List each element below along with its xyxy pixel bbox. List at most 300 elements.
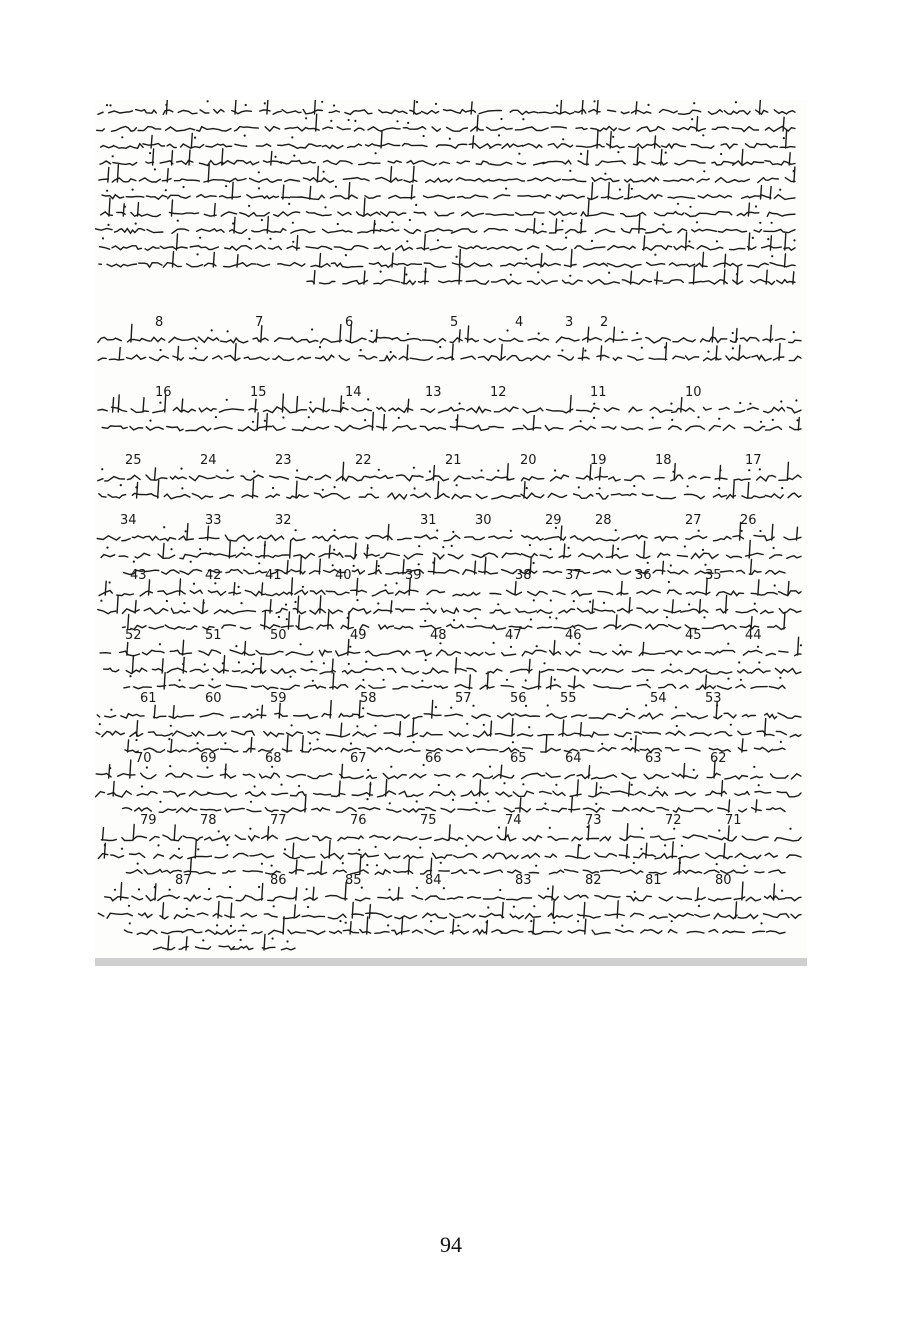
handwriting-stroke xyxy=(595,853,617,857)
handwriting-stroke xyxy=(393,651,410,655)
handwriting-dot xyxy=(245,104,247,106)
handwriting-stroke xyxy=(784,612,785,629)
handwriting-stroke xyxy=(582,100,583,114)
handwriting-stroke xyxy=(626,844,627,858)
handwriting-stroke xyxy=(200,110,209,113)
handwriting-stroke xyxy=(357,212,381,216)
handwriting-stroke xyxy=(613,327,614,342)
handwriting-stroke xyxy=(177,161,193,165)
handwriting-stroke xyxy=(235,343,236,360)
handwriting-stroke xyxy=(105,716,116,718)
handwriting-stroke xyxy=(140,591,152,596)
handwriting-dot xyxy=(662,224,664,226)
handwriting-dot xyxy=(358,849,360,851)
handwriting-stroke xyxy=(425,896,444,900)
handwriting-stroke xyxy=(476,161,489,164)
handwriting-stroke xyxy=(687,713,707,719)
handwriting-stroke xyxy=(726,356,750,360)
entry-number: 13 xyxy=(425,385,442,400)
handwriting-stroke xyxy=(770,555,782,559)
handwriting-stroke xyxy=(486,652,495,655)
handwriting-stroke xyxy=(396,246,413,251)
handwriting-dot xyxy=(687,485,689,487)
handwriting-stroke xyxy=(480,913,504,917)
handwriting-stroke xyxy=(634,853,656,858)
handwriting-dot xyxy=(698,530,700,532)
handwriting-stroke xyxy=(751,559,752,574)
handwriting-stroke xyxy=(631,110,650,113)
handwriting-stroke xyxy=(505,827,506,840)
handwriting-dot xyxy=(282,416,284,418)
handwriting-stroke xyxy=(385,854,400,859)
handwriting-stroke xyxy=(748,203,749,216)
handwriting-stroke xyxy=(581,212,614,216)
handwriting-stroke xyxy=(559,555,571,557)
handwriting-stroke xyxy=(169,685,185,688)
handwriting-stroke xyxy=(380,356,396,361)
handwriting-stroke xyxy=(413,718,414,736)
handwriting-stroke xyxy=(205,836,230,841)
handwriting-stroke xyxy=(287,774,306,777)
handwriting-stroke xyxy=(225,356,240,361)
handwriting-stroke xyxy=(369,263,397,268)
handwriting-dot xyxy=(309,742,311,744)
handwriting-stroke xyxy=(534,219,535,233)
handwriting-stroke xyxy=(578,914,601,918)
handwriting-stroke xyxy=(155,468,156,480)
handwriting-stroke xyxy=(627,896,652,901)
handwriting-dot xyxy=(353,565,355,567)
handwriting-stroke xyxy=(267,592,293,596)
entry-number: 60 xyxy=(205,691,222,706)
handwriting-stroke xyxy=(282,110,301,113)
handwriting-dot xyxy=(779,677,781,679)
handwriting-stroke xyxy=(313,535,339,541)
handwriting-stroke xyxy=(377,407,385,411)
handwriting-stroke xyxy=(779,609,801,614)
handwriting-stroke xyxy=(570,395,571,412)
handwriting-stroke xyxy=(291,538,305,540)
handwriting-stroke xyxy=(714,914,737,919)
handwriting-stroke xyxy=(537,610,552,614)
handwriting-stroke xyxy=(232,671,240,672)
handwriting-stroke xyxy=(637,147,638,165)
handwriting-stroke xyxy=(635,792,646,795)
handwriting-dot xyxy=(323,171,325,173)
handwriting-stroke xyxy=(664,178,694,181)
handwriting-stroke xyxy=(130,760,131,778)
handwriting-stroke xyxy=(404,229,420,233)
handwriting-stroke xyxy=(552,808,567,811)
handwriting-stroke xyxy=(410,357,432,361)
handwriting-stroke xyxy=(492,930,503,933)
handwriting-stroke xyxy=(467,407,491,413)
handwriting-stroke xyxy=(122,836,146,840)
handwriting-stroke xyxy=(450,914,461,918)
handwriting-stroke xyxy=(785,254,786,267)
handwriting-stroke xyxy=(767,808,785,812)
handwriting-stroke xyxy=(507,464,508,480)
handwriting-stroke xyxy=(546,736,547,753)
handwriting-stroke xyxy=(366,651,393,656)
handwriting-stroke xyxy=(673,127,705,131)
handwriting-dot xyxy=(337,223,339,225)
handwriting-stroke xyxy=(787,407,801,413)
handwriting-stroke xyxy=(380,229,398,231)
handwriting-stroke xyxy=(320,596,321,613)
handwriting-stroke xyxy=(160,246,187,249)
entry-number: 39 xyxy=(405,568,422,583)
handwriting-dot xyxy=(413,741,415,743)
handwriting-stroke xyxy=(321,854,343,860)
handwriting-stroke xyxy=(487,247,522,251)
handwriting-stroke xyxy=(588,280,619,284)
handwriting-stroke xyxy=(622,748,639,751)
handwriting-stroke xyxy=(214,427,232,429)
handwriting-stroke xyxy=(198,337,218,342)
handwriting-stroke xyxy=(379,110,407,114)
handwriting-stroke xyxy=(563,720,564,736)
handwriting-stroke xyxy=(257,264,269,266)
handwriting-stroke xyxy=(101,212,113,215)
handwriting-stroke xyxy=(583,338,602,340)
handwriting-dot xyxy=(430,920,432,922)
handwriting-stroke xyxy=(342,670,360,674)
entry-number: 21 xyxy=(445,453,462,468)
handwriting-dot xyxy=(647,562,649,564)
handwriting-stroke xyxy=(241,627,251,629)
handwriting-stroke xyxy=(177,808,197,813)
handwriting-stroke xyxy=(292,427,305,431)
handwriting-stroke xyxy=(271,151,272,165)
handwriting-stroke xyxy=(658,553,670,557)
handwriting-stroke xyxy=(439,281,462,283)
handwriting-dot xyxy=(538,332,540,334)
handwriting-stroke xyxy=(376,178,402,183)
handwriting-stroke xyxy=(531,263,560,266)
handwriting-stroke xyxy=(393,426,416,432)
handwriting-stroke xyxy=(746,897,761,901)
entry-number: 11 xyxy=(590,385,607,400)
handwriting-dot xyxy=(631,784,633,786)
handwriting-stroke xyxy=(261,657,262,673)
handwriting-stroke xyxy=(787,462,788,480)
handwriting-stroke xyxy=(321,861,322,874)
handwriting-stroke xyxy=(524,482,525,498)
handwriting-dot xyxy=(243,547,245,549)
handwriting-stroke xyxy=(673,808,693,812)
handwriting-dot xyxy=(348,119,350,121)
handwriting-stroke xyxy=(214,668,229,673)
handwriting-stroke xyxy=(797,527,798,540)
handwriting-stroke xyxy=(411,493,430,497)
handwriting-stroke xyxy=(208,165,209,183)
handwriting-stroke xyxy=(297,236,298,250)
handwriting-stroke xyxy=(187,524,188,540)
handwriting-stroke xyxy=(484,870,502,874)
handwriting-stroke xyxy=(220,774,235,778)
handwriting-stroke xyxy=(343,178,369,181)
handwriting-stroke xyxy=(266,494,280,498)
handwriting-stroke xyxy=(264,914,277,917)
handwriting-stroke xyxy=(158,554,175,558)
handwriting-stroke xyxy=(264,542,265,559)
handwriting-stroke xyxy=(175,179,200,181)
handwriting-stroke xyxy=(717,686,731,690)
handwriting-stroke xyxy=(131,324,132,342)
handwriting-stroke xyxy=(258,535,284,540)
handwriting-dot xyxy=(330,120,332,122)
entry-number: 4 xyxy=(515,315,524,330)
handwriting-stroke xyxy=(563,280,583,284)
handwriting-stroke xyxy=(646,229,672,233)
handwriting-stroke xyxy=(528,592,548,596)
handwriting-stroke xyxy=(403,127,425,130)
handwriting-stroke xyxy=(742,882,743,900)
handwriting-stroke xyxy=(391,167,392,182)
handwriting-dot xyxy=(793,239,795,241)
handwriting-stroke xyxy=(330,701,331,718)
handwriting-stroke xyxy=(600,467,601,480)
handwriting-stroke xyxy=(625,476,645,481)
handwriting-dot xyxy=(252,663,254,665)
entry-number: 62 xyxy=(710,751,727,766)
handwriting-stroke xyxy=(137,792,157,796)
handwriting-stroke xyxy=(669,625,681,629)
handwriting-stroke xyxy=(294,905,295,918)
handwriting-stroke xyxy=(432,700,433,718)
handwriting-dot xyxy=(449,138,451,140)
handwriting-stroke xyxy=(235,144,247,146)
handwriting-stroke xyxy=(595,896,620,899)
handwriting-dot xyxy=(334,486,336,488)
handwriting-stroke xyxy=(661,149,662,165)
handwriting-stroke xyxy=(459,330,460,342)
handwriting-stroke xyxy=(312,808,330,811)
handwriting-dot xyxy=(238,586,240,588)
handwriting-stroke xyxy=(459,249,460,267)
handwriting-stroke xyxy=(404,180,417,182)
handwriting-dot xyxy=(254,785,256,787)
handwriting-dot xyxy=(416,101,418,103)
handwriting-stroke xyxy=(712,162,735,166)
handwriting-dot xyxy=(544,803,546,805)
handwriting-stroke xyxy=(589,110,600,112)
handwriting-stroke xyxy=(162,570,179,574)
handwriting-stroke xyxy=(499,338,523,341)
handwriting-stroke xyxy=(278,263,305,267)
handwriting-stroke xyxy=(701,337,727,342)
handwriting-stroke xyxy=(323,161,352,165)
handwriting-stroke xyxy=(768,626,785,630)
handwriting-stroke xyxy=(698,195,731,198)
handwriting-stroke xyxy=(650,407,672,412)
handwriting-stroke xyxy=(765,896,785,900)
handwriting-stroke xyxy=(611,686,631,689)
handwriting-stroke xyxy=(291,230,315,233)
handwriting-stroke xyxy=(214,610,227,614)
handwriting-stroke xyxy=(396,475,423,481)
handwriting-stroke xyxy=(122,609,139,614)
handwriting-stroke xyxy=(639,215,640,233)
handwriting-stroke xyxy=(568,685,584,688)
entry-number: 10 xyxy=(685,385,702,400)
handwriting-dot xyxy=(286,940,288,942)
handwriting-dot xyxy=(543,662,545,664)
handwriting-dot xyxy=(781,487,783,489)
handwriting-stroke xyxy=(696,263,707,266)
handwriting-stroke xyxy=(720,571,733,572)
handwriting-stroke xyxy=(243,774,254,777)
handwriting-stroke xyxy=(789,153,790,165)
handwriting-stroke xyxy=(548,837,568,841)
handwriting-stroke xyxy=(583,426,596,430)
handwriting-stroke xyxy=(716,346,717,360)
handwriting-stroke xyxy=(104,668,119,671)
handwriting-dot xyxy=(396,582,398,584)
handwriting-stroke xyxy=(456,774,465,777)
handwriting-stroke xyxy=(663,280,683,284)
handwriting-stroke xyxy=(396,609,415,612)
handwriting-dot xyxy=(271,766,273,768)
handwriting-stroke xyxy=(367,545,368,558)
handwriting-stroke xyxy=(196,947,211,949)
handwriting-stroke xyxy=(112,246,141,250)
handwriting-stroke xyxy=(706,672,731,674)
handwriting-stroke xyxy=(189,150,190,165)
handwriting-stroke xyxy=(330,195,357,199)
handwriting-dot xyxy=(573,600,575,602)
handwriting-stroke xyxy=(332,659,333,673)
handwriting-stroke xyxy=(190,590,202,593)
handwriting-stroke xyxy=(465,653,483,656)
handwriting-stroke xyxy=(452,870,467,874)
handwriting-dot xyxy=(159,643,161,645)
handwriting-dot xyxy=(366,798,368,800)
handwriting-stroke xyxy=(281,685,299,689)
handwriting-dot xyxy=(696,221,698,223)
handwriting-stroke xyxy=(643,642,644,655)
handwriting-stroke xyxy=(294,553,315,558)
handwriting-dot xyxy=(112,155,114,157)
handwriting-stroke xyxy=(149,580,150,595)
handwriting-dot xyxy=(342,862,344,864)
handwriting-stroke xyxy=(727,555,742,558)
handwriting-stroke xyxy=(657,272,658,284)
handwriting-stroke xyxy=(487,127,513,130)
handwriting-stroke xyxy=(703,253,704,268)
handwriting-stroke xyxy=(764,914,790,918)
handwriting-stroke xyxy=(742,149,743,165)
handwriting-stroke xyxy=(242,495,258,497)
handwriting-stroke xyxy=(231,903,232,918)
handwriting-stroke xyxy=(153,409,165,412)
handwriting-stroke xyxy=(463,914,475,917)
handwriting-stroke xyxy=(759,100,760,114)
handwriting-stroke xyxy=(449,825,450,840)
handwriting-dot xyxy=(656,787,658,789)
handwriting-stroke xyxy=(299,615,300,629)
handwriting-stroke xyxy=(197,553,211,557)
handwriting-stroke xyxy=(454,854,477,858)
handwriting-stroke xyxy=(420,732,442,736)
handwriting-stroke xyxy=(231,717,239,718)
handwriting-dot xyxy=(599,487,601,489)
handwriting-stroke xyxy=(329,841,330,858)
handwriting-stroke xyxy=(388,493,407,499)
handwriting-stroke xyxy=(267,217,268,233)
handwriting-stroke xyxy=(629,407,642,412)
handwriting-stroke xyxy=(570,536,598,541)
handwriting-stroke xyxy=(271,669,295,674)
handwriting-stroke xyxy=(775,668,801,673)
handwriting-stroke xyxy=(554,641,555,655)
handwriting-dot xyxy=(207,100,209,102)
handwriting-stroke xyxy=(197,776,212,778)
handwriting-stroke xyxy=(311,264,330,267)
handwriting-dot xyxy=(452,799,454,801)
handwriting-dot xyxy=(389,802,391,804)
handwriting-stroke xyxy=(770,187,771,200)
handwriting-stroke xyxy=(757,476,776,481)
handwriting-stroke xyxy=(306,246,332,249)
handwriting-stroke xyxy=(121,883,122,900)
handwriting-stroke xyxy=(352,914,363,915)
handwriting-stroke xyxy=(668,590,682,594)
handwriting-dot xyxy=(753,766,755,768)
handwriting-dot xyxy=(771,255,773,257)
handwriting-stroke xyxy=(223,871,235,873)
handwriting-dot xyxy=(250,801,252,803)
handwriting-stroke xyxy=(507,898,532,900)
handwriting-stroke xyxy=(754,535,774,540)
handwriting-stroke xyxy=(374,609,392,613)
handwriting-stroke xyxy=(218,901,219,918)
handwriting-stroke xyxy=(602,427,616,430)
handwriting-stroke xyxy=(695,808,713,812)
handwriting-stroke xyxy=(172,151,173,165)
handwriting-stroke xyxy=(243,714,252,718)
handwriting-dot xyxy=(272,487,274,489)
handwriting-stroke xyxy=(775,339,785,341)
handwriting-stroke xyxy=(400,722,401,736)
handwriting-stroke xyxy=(197,195,216,198)
handwriting-stroke xyxy=(632,339,641,341)
handwriting-dot xyxy=(654,254,656,256)
handwriting-dot xyxy=(549,548,551,550)
handwriting-stroke xyxy=(587,151,588,166)
handwriting-stroke xyxy=(308,774,332,779)
handwriting-stroke xyxy=(564,544,565,558)
handwriting-stroke xyxy=(113,163,137,166)
handwriting-stroke xyxy=(456,658,457,673)
handwriting-dot xyxy=(106,547,108,549)
handwriting-stroke xyxy=(591,127,617,132)
handwriting-stroke xyxy=(118,774,135,777)
handwriting-dot xyxy=(630,738,632,740)
entry-number: 7 xyxy=(255,315,264,330)
handwriting-stroke xyxy=(310,590,325,594)
handwriting-dot xyxy=(757,646,759,648)
handwriting-stroke xyxy=(725,776,748,780)
handwriting-dot xyxy=(601,743,603,745)
handwriting-stroke xyxy=(274,212,300,217)
handwriting-dot xyxy=(604,173,606,175)
handwriting-stroke xyxy=(241,475,263,480)
handwriting-stroke xyxy=(578,357,589,359)
handwriting-stroke xyxy=(230,230,247,234)
handwriting-dot xyxy=(307,906,309,908)
